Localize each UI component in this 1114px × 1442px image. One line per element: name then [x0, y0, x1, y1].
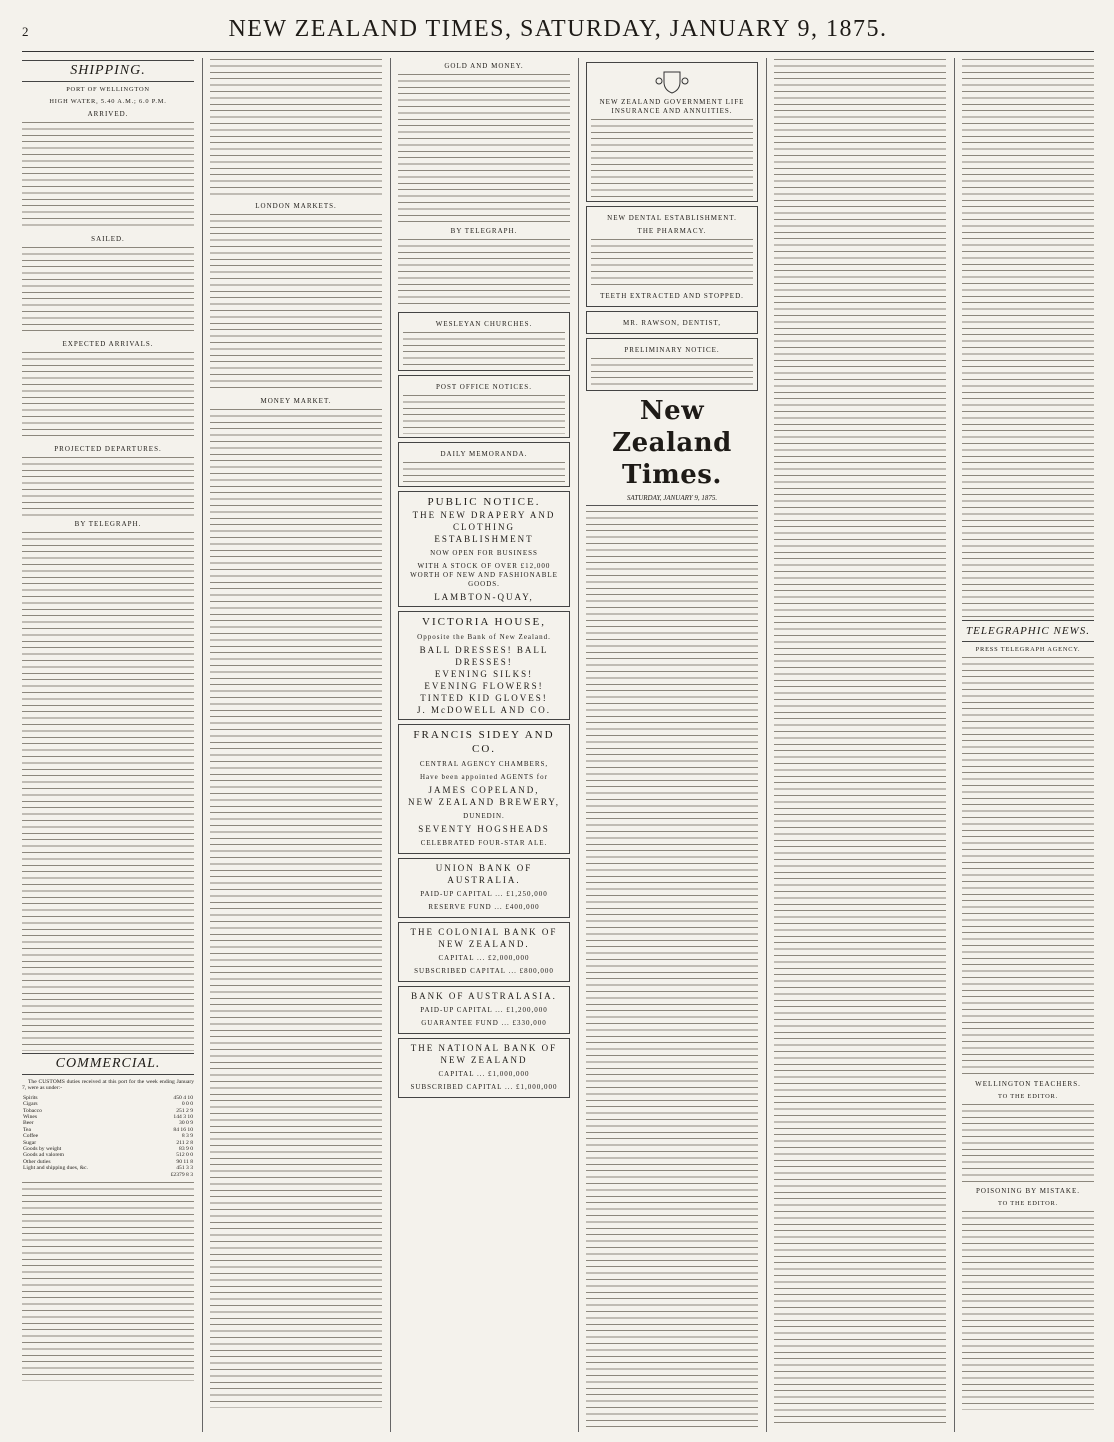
govt-life-advert [586, 62, 758, 202]
union-capital: PAID-UP CAPITAL ... £1,250,000 [420, 890, 548, 898]
customs-item: Goods by weight [23, 1146, 62, 1153]
sailed-text [22, 246, 194, 336]
customs-intro: The CUSTOMS duties received at this port for the week ending January 7, were as under:- [22, 1079, 194, 1092]
customs-amount: 84 16 10 [173, 1126, 193, 1133]
gold-text [398, 73, 570, 223]
colonial-capital: CAPITAL ... £2,000,000 [438, 954, 530, 962]
customs-item: Sugar [23, 1139, 37, 1146]
customs-item [22, 1172, 148, 1178]
telegraph-heading: BY TELEGRAPH. [74, 520, 142, 528]
mcdowell: J. McDOWELL AND CO. [417, 705, 551, 715]
teachers-text [962, 1103, 1094, 1183]
leader-text [586, 510, 758, 1432]
masthead [22, 12, 1094, 52]
arrived-heading: ARRIVED. [87, 110, 129, 118]
sidey-advert [398, 724, 570, 854]
wesleyan-heading: WESLEYAN CHURCHES. [435, 320, 533, 328]
page-title: NEW ZEALAND TIMES, SATURDAY, JANUARY 9, 1875. [228, 16, 888, 42]
preliminary-text [591, 357, 753, 387]
port-heading: PORT OF WELLINGTON [66, 86, 150, 93]
customs-amount: 450 4 10 [173, 1094, 193, 1101]
column-3 [398, 58, 570, 1432]
national-bank-advert [398, 1038, 570, 1098]
customs-amount: 83 9 0 [179, 1146, 193, 1153]
sidey-title: FRANCIS SIDEY AND CO. [413, 729, 555, 755]
column-6 [962, 58, 1094, 1432]
daily-text [403, 461, 565, 483]
customs-amount: 0 0 0 [181, 1101, 193, 1108]
customs-amount: 90 11 8 [176, 1158, 193, 1165]
column-rule [578, 58, 579, 1432]
national-bank-title: THE NATIONAL BANK OF NEW ZEALAND [410, 1043, 558, 1065]
customs-amount: 451 3 3 [176, 1165, 193, 1172]
pharmacy: THE PHARMACY. [637, 227, 707, 235]
customs-table [22, 1095, 194, 1178]
customs-item: Tobacco [23, 1107, 42, 1114]
money-heading: MONEY MARKET. [260, 397, 332, 405]
column-4 [586, 58, 758, 1432]
colonial-bank-title: THE COLONIAL BANK OF NEW ZEALAND. [410, 927, 558, 949]
customs-amount: 512 0 0 [176, 1152, 193, 1159]
column-1 [22, 58, 194, 1432]
to-editor-1: TO THE EDITOR. [997, 1093, 1058, 1100]
post-office-text [403, 394, 565, 434]
customs-item: Other duties [23, 1158, 51, 1165]
union-bank-advert [398, 858, 570, 918]
govt-life-text [591, 118, 753, 198]
ba-guarantee: GUARANTEE FUND ... £330,000 [421, 1019, 547, 1027]
column-rule [202, 58, 203, 1432]
preliminary: PRELIMINARY NOTICE. [624, 346, 720, 354]
preliminary-advert [586, 338, 758, 391]
post-office-box [398, 375, 570, 438]
customs-item: Wines [23, 1114, 38, 1121]
drapery-address: LAMBTON-QUAY, [434, 592, 534, 602]
customs-amount: £2379 8 3 [170, 1171, 193, 1178]
customs-item: Goods ad valorem [23, 1152, 65, 1159]
brewery: NEW ZEALAND BREWERY, [408, 797, 560, 807]
customs-amount: 251 2 9 [176, 1107, 193, 1114]
drapery-advert [398, 491, 570, 607]
rawson-advert [586, 311, 758, 334]
wool-market-text [210, 58, 382, 198]
customs-amount: 8 3 9 [181, 1133, 193, 1140]
union-bank-title: UNION BANK OF AUSTRALIA. [435, 863, 533, 885]
bank-australasia-advert [398, 986, 570, 1034]
columns [22, 58, 1094, 1432]
public-notice: PUBLIC NOTICE. [427, 496, 541, 508]
projected-text [22, 456, 194, 516]
drapery-stock: WITH A STOCK OF OVER £12,000 WORTH OF NEW AND FASHIONABLE GOODS. [410, 562, 558, 588]
to-editor-2: TO THE EDITOR. [997, 1200, 1058, 1207]
gold-heading: GOLD AND MONEY. [444, 62, 524, 70]
daily-heading: DAILY MEMORANDA. [440, 450, 528, 458]
seventy-hogsheads: SEVENTY HOGSHEADS [418, 824, 550, 834]
tinted-gloves: TINTED KID GLOVES! [420, 693, 548, 703]
customs-item: Beer [23, 1120, 34, 1127]
shipping-heading: SHIPPING. [22, 60, 194, 82]
victoria-house-advert [398, 611, 570, 720]
money-text [210, 408, 382, 1408]
editorial-text [774, 58, 946, 1428]
customs-row [22, 1172, 194, 1178]
london-text [210, 213, 382, 393]
telegraphic-text [962, 656, 1094, 1076]
wesleyan-box [398, 312, 570, 371]
telegraphic-heading: TELEGRAPHIC NEWS. [962, 620, 1094, 642]
wesleyan-text [403, 331, 565, 367]
projected-heading: PROJECTED DEPARTURES. [54, 445, 162, 453]
customs-item: Spirits [23, 1094, 38, 1101]
drapery-title: THE NEW DRAPERY AND CLOTHING ESTABLISHMENT [412, 510, 556, 544]
post-office-heading: POST OFFICE NOTICES. [436, 383, 532, 391]
colonial-subscribed: SUBSCRIBED CAPITAL ... £800,000 [414, 967, 554, 975]
teeth: TEETH EXTRACTED AND STOPPED. [600, 292, 744, 300]
column-5 [774, 58, 946, 1432]
poisoning-heading: POISONING BY MISTAKE. [976, 1187, 1080, 1195]
daily-box [398, 442, 570, 487]
customs-amount: 144 3 10 [173, 1114, 193, 1121]
four-star-ale: CELEBRATED FOUR-STAR ALE. [420, 839, 548, 847]
customs-amount: 30 0 9 [179, 1120, 193, 1127]
by-telegraph-text [398, 238, 570, 308]
nb-capital: CAPITAL ... £1,000,000 [438, 1070, 530, 1078]
union-reserve: RESERVE FUND ... £400,000 [428, 903, 540, 911]
copeland: JAMES COPELAND, [428, 785, 540, 795]
news-text [962, 58, 1094, 618]
ball-dresses: BALL DRESSES! BALL DRESSES! [419, 645, 549, 667]
expected-text [22, 351, 194, 441]
nb-subscribed: SUBSCRIBED CAPITAL ... £1,000,000 [410, 1083, 558, 1091]
press-agency: PRESS TELEGRAPH AGENCY. [975, 646, 1081, 653]
commercial-text [22, 1181, 194, 1381]
evening-silks: EVENING SILKS! [434, 669, 534, 679]
high-water: HIGH WATER, 5.40 A.M.; 6.0 P.M. [49, 98, 167, 105]
sailed-heading: SAILED. [91, 235, 125, 243]
column-rule [954, 58, 955, 1432]
new-dental: NEW DENTAL ESTABLISHMENT. [607, 214, 737, 222]
column-rule [766, 58, 767, 1432]
teachers-heading: WELLINGTON TEACHERS. [975, 1080, 1081, 1088]
customs-item: Tea [23, 1126, 31, 1133]
victoria-sub: Opposite the Bank of New Zealand. [417, 633, 551, 641]
colonial-bank-advert [398, 922, 570, 982]
customs-item: Coffee [23, 1133, 39, 1140]
ba-capital: PAID-UP CAPITAL ... £1,200,000 [420, 1006, 548, 1014]
expected-heading: EXPECTED ARRIVALS. [62, 340, 154, 348]
newspaper-page [22, 12, 1094, 1432]
by-telegraph-heading: BY TELEGRAPH. [450, 227, 518, 235]
telegraph-text [22, 531, 194, 1051]
dunedin: DUNEDIN. [463, 812, 505, 820]
london-heading: LONDON MARKETS. [255, 202, 337, 210]
customs-amount: 211 2 8 [176, 1139, 193, 1146]
drapery-open: NOW OPEN FOR BUSINESS [430, 549, 538, 557]
customs-item: Light and shipping dues, &c. [23, 1165, 88, 1172]
commercial-heading: COMMERCIAL. [22, 1053, 194, 1075]
bank-australasia-title: BANK OF AUSTRALASIA. [411, 991, 557, 1001]
column-rule [390, 58, 391, 1432]
dental-advert [586, 206, 758, 307]
column-2 [210, 58, 382, 1432]
dateline: SATURDAY, JANUARY 9, 1875. [586, 493, 758, 506]
poisoning-text [962, 1210, 1094, 1410]
paper-name: New Zealand Times. [612, 396, 732, 490]
arrived-text [22, 121, 194, 231]
evening-flowers: EVENING FLOWERS! [424, 681, 544, 691]
central-agency: CENTRAL AGENCY CHAMBERS, [419, 760, 549, 768]
customs-item: Cigars [23, 1101, 38, 1108]
govt-life-title: NEW ZEALAND GOVERNMENT LIFE INSURANCE AND ANNUITIES. [599, 98, 745, 115]
appointed: Have been appointed AGENTS for [420, 773, 548, 781]
dental-text [591, 238, 753, 288]
rawson: MR. RAWSON, DENTIST, [622, 319, 722, 327]
page-number: 2 [22, 24, 29, 39]
victoria-title: VICTORIA HOUSE, [422, 616, 546, 628]
coat-of-arms-icon [655, 68, 689, 94]
